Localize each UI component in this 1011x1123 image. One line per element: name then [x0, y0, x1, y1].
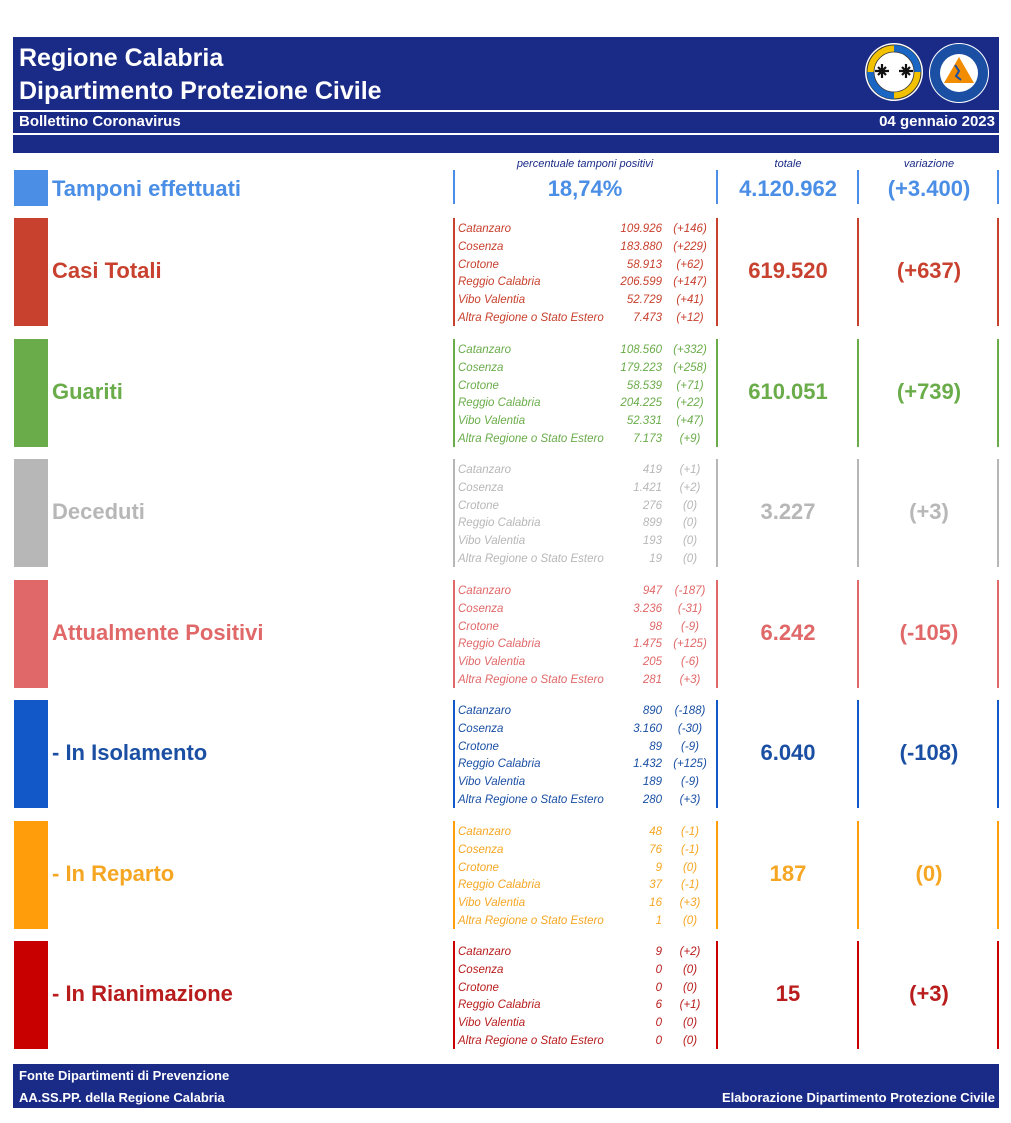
province-name: Crotone — [458, 981, 499, 994]
province-delta: (0) — [682, 1035, 698, 1047]
header-divider-bottom — [13, 133, 999, 135]
calabria-coat-of-arms-logo — [865, 43, 923, 101]
province-delta: (+125) — [673, 638, 707, 651]
protezione-civile-logo — [929, 43, 989, 103]
section-label: Casi Totali — [52, 258, 162, 283]
section-divider-left — [453, 459, 455, 567]
section-variation: (0) — [915, 861, 943, 886]
province-name: Cosenza — [458, 481, 504, 494]
province-name: Cosenza — [458, 963, 504, 976]
section-divider-left — [453, 218, 455, 326]
province-name: Crotone — [458, 379, 499, 392]
province-delta: (0) — [682, 981, 698, 994]
province-name: Reggio Calabria — [458, 276, 541, 289]
section-label: Attualmente Positivi — [52, 620, 264, 645]
province-name: Reggio Calabria — [458, 879, 541, 892]
tamponi-variation: (+3.400) — [887, 176, 971, 201]
province-delta: (0) — [682, 553, 698, 565]
province-value: 276 — [642, 499, 662, 512]
province-value: 0 — [655, 963, 662, 976]
region-title: Regione Calabria — [19, 44, 224, 72]
province-value: 193 — [642, 535, 662, 548]
bulletin-date: 04 gennaio 2023 — [879, 113, 995, 130]
section-divider-left — [453, 941, 455, 1049]
province-value: 3.160 — [633, 722, 662, 735]
province-name: Cosenza — [458, 240, 504, 253]
province-name: Crotone — [458, 499, 499, 512]
province-delta: (+2) — [679, 946, 701, 958]
province-name: Vibo Valentia — [458, 897, 526, 910]
section-total: 619.520 — [748, 258, 828, 283]
province-delta: (-6) — [681, 656, 699, 669]
province-delta: (0) — [682, 915, 698, 927]
province-value: 108.560 — [620, 344, 662, 356]
province-name: Reggio Calabria — [458, 397, 541, 410]
province-delta: (+2) — [679, 481, 701, 494]
province-name: Catanzaro — [458, 223, 512, 235]
department-title: Dipartimento Protezione Civile — [19, 77, 382, 105]
section-label: Guariti — [52, 379, 123, 404]
province-delta: (+9) — [679, 433, 701, 445]
section-swatch — [14, 459, 48, 567]
province-delta: (-9) — [681, 620, 699, 633]
province-delta: (+3) — [679, 794, 701, 806]
province-delta: (+71) — [676, 379, 704, 392]
province-value: 899 — [642, 517, 662, 530]
province-name: Altra Regione o Stato Estero — [458, 433, 604, 445]
section-variation: (+3) — [909, 981, 949, 1006]
province-delta: (-9) — [681, 740, 699, 753]
province-value: 183.880 — [620, 240, 662, 253]
province-delta: (+41) — [676, 294, 704, 307]
province-value: 16 — [649, 897, 662, 910]
section-row — [0, 339, 1011, 447]
section-swatch — [14, 941, 48, 1049]
province-name: Vibo Valentia — [458, 1017, 526, 1030]
section-variation: (+3) — [909, 499, 949, 524]
province-name: Vibo Valentia — [458, 415, 526, 428]
header-divider — [13, 110, 999, 112]
province-delta: (+229) — [673, 240, 707, 253]
province-delta: (+147) — [673, 276, 707, 289]
province-name: Catanzaro — [458, 826, 512, 838]
province-value: 1.475 — [633, 638, 662, 651]
province-name: Catanzaro — [458, 946, 512, 958]
tamponi-total: 4.120.962 — [739, 176, 837, 201]
tamponi-row — [0, 170, 1011, 206]
province-name: Vibo Valentia — [458, 656, 526, 669]
province-name: Cosenza — [458, 722, 504, 735]
section-row — [0, 700, 1011, 808]
province-value: 98 — [649, 620, 662, 633]
tamponi-percent: 18,74% — [547, 176, 623, 201]
province-delta: (-187) — [674, 585, 706, 597]
province-value: 89 — [649, 740, 662, 753]
province-value: 9 — [655, 946, 662, 958]
province-value: 281 — [642, 674, 662, 686]
province-delta: (+3) — [679, 897, 701, 910]
section-total: 187 — [769, 861, 807, 886]
province-value: 7.473 — [633, 312, 662, 324]
province-value: 1.432 — [633, 758, 662, 771]
province-delta: (-9) — [681, 776, 699, 789]
section-label: - In Isolamento — [52, 740, 208, 765]
header-banner — [13, 37, 999, 153]
province-value: 52.331 — [626, 415, 662, 428]
province-value: 3.236 — [633, 602, 662, 615]
province-value: 58.539 — [626, 379, 662, 392]
province-value: 37 — [649, 879, 662, 892]
section-divider-left — [453, 821, 455, 929]
tamponi-divider-left — [453, 170, 455, 204]
province-value: 0 — [655, 981, 662, 994]
province-value: 19 — [649, 553, 662, 565]
province-delta: (0) — [682, 1017, 698, 1030]
province-delta: (+125) — [673, 758, 707, 771]
province-name: Vibo Valentia — [458, 535, 526, 548]
province-delta: (-1) — [681, 843, 699, 856]
province-delta: (+1) — [679, 999, 701, 1012]
province-name: Crotone — [458, 258, 499, 271]
province-value: 0 — [655, 1035, 662, 1047]
section-row — [0, 580, 1011, 688]
province-name: Crotone — [458, 620, 499, 633]
province-value: 48 — [649, 826, 662, 838]
province-value: 52.729 — [626, 294, 662, 307]
section-divider-left — [453, 339, 455, 447]
province-delta: (0) — [682, 535, 698, 548]
province-value: 7.173 — [633, 433, 662, 445]
province-delta: (-30) — [677, 722, 703, 735]
province-name: Cosenza — [458, 843, 504, 856]
province-name: Reggio Calabria — [458, 638, 541, 651]
province-name: Altra Regione o Stato Estero — [458, 915, 604, 927]
province-value: 890 — [642, 705, 662, 717]
section-row — [0, 459, 1011, 567]
province-name: Catanzaro — [458, 464, 512, 476]
province-value: 0 — [655, 1017, 662, 1030]
province-delta: (0) — [682, 963, 698, 976]
section-total: 3.227 — [760, 499, 816, 524]
section-variation: (-108) — [899, 740, 959, 765]
province-name: Crotone — [458, 861, 499, 874]
variation-column-header: variazione — [903, 158, 955, 170]
province-value: 206.599 — [620, 276, 662, 289]
bulletin-title: Bollettino Coronavirus — [19, 113, 181, 130]
province-delta: (+12) — [676, 312, 704, 324]
province-delta: (-188) — [674, 705, 706, 717]
section-swatch — [14, 218, 48, 326]
section-row — [0, 218, 1011, 326]
percent-column-header: percentuale tamponi positivi — [516, 158, 654, 170]
tamponi-divider-edge — [997, 170, 999, 204]
province-delta: (-1) — [681, 826, 699, 838]
section-total: 610.051 — [748, 379, 828, 404]
section-swatch — [14, 339, 48, 447]
section-row — [0, 821, 1011, 929]
province-name: Altra Regione o Stato Estero — [458, 1035, 604, 1047]
section-row — [0, 941, 1011, 1049]
province-name: Catanzaro — [458, 585, 512, 597]
province-name: Vibo Valentia — [458, 776, 526, 789]
section-variation: (+739) — [896, 379, 962, 404]
source-line-2: AA.SS.PP. della Regione Calabria — [19, 1090, 225, 1105]
tamponi-swatch — [14, 170, 48, 206]
province-value: 947 — [642, 585, 662, 597]
province-value: 6 — [655, 999, 662, 1012]
province-delta: (+258) — [673, 361, 707, 374]
section-label: - In Rianimazione — [52, 981, 233, 1006]
province-name: Catanzaro — [458, 344, 512, 356]
province-name: Reggio Calabria — [458, 999, 541, 1012]
section-label: - In Reparto — [52, 861, 175, 886]
province-name: Vibo Valentia — [458, 294, 526, 307]
total-column-header: totale — [774, 158, 802, 170]
province-name: Crotone — [458, 740, 499, 753]
section-swatch — [14, 700, 48, 808]
section-total: 6.242 — [760, 620, 816, 645]
province-delta: (-31) — [677, 602, 703, 615]
province-name: Altra Regione o Stato Estero — [458, 553, 604, 565]
section-total: 15 — [775, 981, 801, 1006]
province-name: Cosenza — [458, 361, 504, 374]
credit-line: Elaborazione Dipartimento Protezione Civile — [721, 1090, 995, 1105]
province-delta: (+47) — [676, 415, 704, 428]
province-name: Reggio Calabria — [458, 758, 541, 771]
province-value: 1.421 — [633, 481, 662, 494]
section-variation: (+637) — [896, 258, 962, 283]
province-value: 280 — [642, 794, 662, 806]
province-value: 1 — [655, 915, 662, 927]
province-value: 179.223 — [620, 361, 662, 374]
province-name: Reggio Calabria — [458, 517, 541, 530]
province-value: 419 — [642, 464, 662, 476]
source-line-1: Fonte Dipartimenti di Prevenzione — [19, 1068, 230, 1083]
footer-banner — [13, 1064, 999, 1108]
section-divider-left — [453, 580, 455, 688]
province-value: 204.225 — [620, 397, 662, 410]
province-delta: (+332) — [673, 344, 707, 356]
province-delta: (+146) — [673, 223, 707, 235]
province-value: 109.926 — [620, 223, 662, 235]
province-name: Altra Regione o Stato Estero — [458, 674, 604, 686]
province-value: 205 — [642, 656, 662, 669]
province-name: Cosenza — [458, 602, 504, 615]
province-delta: (-1) — [681, 879, 699, 892]
province-value: 76 — [649, 843, 662, 856]
section-variation: (-105) — [899, 620, 959, 645]
province-delta: (0) — [682, 861, 698, 874]
province-value: 58.913 — [626, 258, 662, 271]
section-swatch — [14, 580, 48, 688]
province-delta: (+22) — [676, 397, 704, 410]
province-delta: (+1) — [679, 464, 701, 476]
section-total: 6.040 — [760, 740, 816, 765]
province-delta: (0) — [682, 517, 698, 530]
province-delta: (+62) — [676, 258, 704, 271]
tamponi-label: Tamponi effettuati — [52, 176, 242, 201]
province-delta: (+3) — [679, 674, 701, 686]
province-delta: (0) — [682, 499, 698, 512]
section-divider-left — [453, 700, 455, 808]
province-value: 9 — [655, 861, 662, 874]
province-name: Altra Regione o Stato Estero — [458, 312, 604, 324]
section-label: Deceduti — [52, 499, 145, 524]
province-name: Catanzaro — [458, 705, 512, 717]
province-value: 189 — [642, 776, 662, 789]
province-name: Altra Regione o Stato Estero — [458, 794, 604, 806]
section-swatch — [14, 821, 48, 929]
